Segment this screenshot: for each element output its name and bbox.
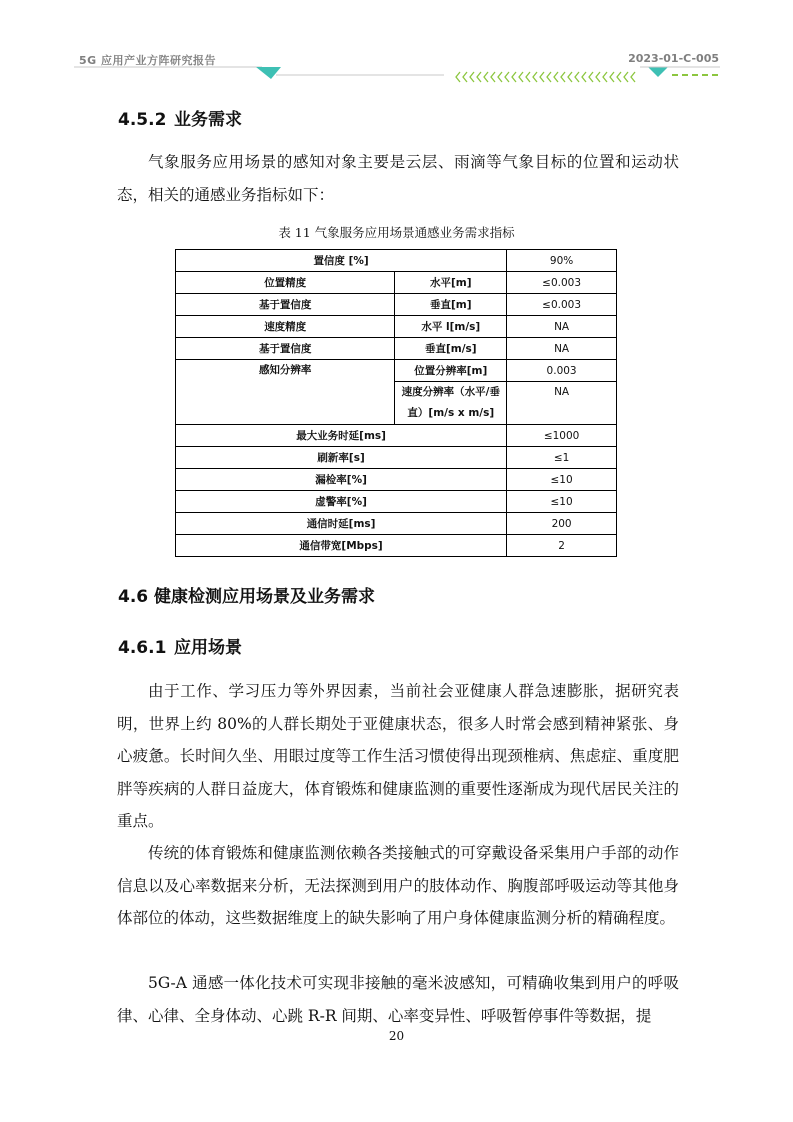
table-cell-value: NA: [507, 316, 617, 338]
table-cell-sublabel: 位置分辨率[m]: [395, 360, 507, 382]
section-heading-4-5-2: [118, 105, 242, 130]
table-cell-label: 通信带宽[Mbps]: [176, 535, 507, 557]
table-cell-value: [507, 382, 617, 425]
table-cell-value: 200: [507, 513, 617, 535]
table-cell-label: 基于置信度: [176, 294, 395, 316]
table-cell-label: 通信时延[ms]: [176, 513, 507, 535]
table-cell-value: 0.003: [507, 360, 617, 382]
table-row: [176, 447, 617, 469]
table-cell-value: 2: [507, 535, 617, 557]
table-caption: 表 11 气象服务应用场景通感业务需求指标: [278, 225, 515, 240]
table-cell-sublabel: 垂直[m]: [395, 294, 507, 316]
table-cell-label: 感知分辨率: [176, 360, 395, 425]
table-cell-value: NA: [507, 338, 617, 360]
table-cell-value: ≤10: [507, 469, 617, 491]
table-row: [176, 513, 617, 535]
section-heading-4-6: 4.6 健康检测应用场景及业务需求: [118, 587, 376, 607]
table-cell-label: 位置精度: [176, 272, 395, 294]
section-heading-4-6-1: [118, 633, 242, 658]
table-row: [176, 360, 617, 382]
table-cell-value: ≤10: [507, 491, 617, 513]
table-cell-sublabel: [395, 382, 507, 425]
table-row: [176, 338, 617, 360]
header-report-code: 2023-01-C-005: [628, 52, 719, 65]
table-cell-value: 90%: [507, 250, 617, 272]
table-row: [176, 469, 617, 491]
table-row: [176, 491, 617, 513]
table-cell-sublabel: 水平[m]: [395, 272, 507, 294]
table-cell-value: ≤0.003: [507, 294, 617, 316]
body-paragraph-3: 5G-A 通感一体化技术可实现非接触的毫米波感知，可精确收集到用户的呼吸律、心律、全身体动、心跳 R-R 间期、心率变异性、呼吸暂停事件等数据，提: [117, 974, 679, 1025]
table-row: [176, 535, 617, 557]
table-row: [176, 316, 617, 338]
table-cell-label: 虚警率[%]: [176, 491, 507, 513]
table-cell-value: ≤1000: [507, 425, 617, 447]
header-decoration: [0, 62, 793, 86]
page-number: 20: [388, 1029, 405, 1043]
table-cell-sublabel: 水平 l[m/s]: [395, 316, 507, 338]
requirements-table: [175, 249, 617, 557]
section-title: 应用场景: [174, 638, 242, 658]
body-paragraph-1: 由于工作、学习压力等外界因素，当前社会亚健康人群急速膨胀，据研究表明，世界上约 80%的人群长期处于亚健康状态，很多人时常会感到精神紧张、身心疲惫。长时间久坐、用眼过度等工作生活习惯使得出现颈椎病、焦虑症、重度肥胖等疾病的人群日益庞大，体育锻炼和健康监测的重要性逐渐成为现代居民关注的重点。: [117, 682, 679, 830]
table-cell-value: ≤1: [507, 447, 617, 469]
table-cell-label: 刷新率[s]: [176, 447, 507, 469]
body-paragraph-2: 传统的体育锻炼和健康监测依赖各类接触式的可穿戴设备采集用户手部的动作信息以及心率数据来分析，无法探测到用户的肢体动作、胸腹部呼吸运动等其他身体部位的体动，这些数据维度上的缺失影响了用户身体健康监测分析的精确程度。: [117, 844, 679, 927]
table-row: [176, 294, 617, 316]
table-cell-sublabel: 垂直[m/s]: [395, 338, 507, 360]
table-cell-label: 基于置信度: [176, 338, 395, 360]
table-cell-label: 最大业务时延[ms]: [176, 425, 507, 447]
sublabel-line: 直）[m/s x m/s]: [407, 407, 495, 419]
section-title: 业务需求: [174, 110, 242, 130]
table-row: [176, 425, 617, 447]
section-number: 4.5.2: [118, 110, 167, 130]
table-cell-label: 置信度 [%]: [176, 250, 507, 272]
value-line: NA: [554, 386, 570, 398]
table-row: [176, 272, 617, 294]
sublabel-line: 速度分辨率（水平/垂: [401, 386, 500, 398]
table-cell-label: 速度精度: [176, 316, 395, 338]
table-row: [176, 250, 617, 272]
section-number: 4.6.1: [118, 638, 167, 658]
table-cell-label: 漏检率[%]: [176, 469, 507, 491]
intro-paragraph: 气象服务应用场景的感知对象主要是云层、雨滴等气象目标的位置和运动状态，相关的通感业务指标如下：: [117, 153, 679, 204]
table-cell-value: ≤0.003: [507, 272, 617, 294]
header-title: 5G 应用产业方阵研究报告: [79, 54, 217, 67]
